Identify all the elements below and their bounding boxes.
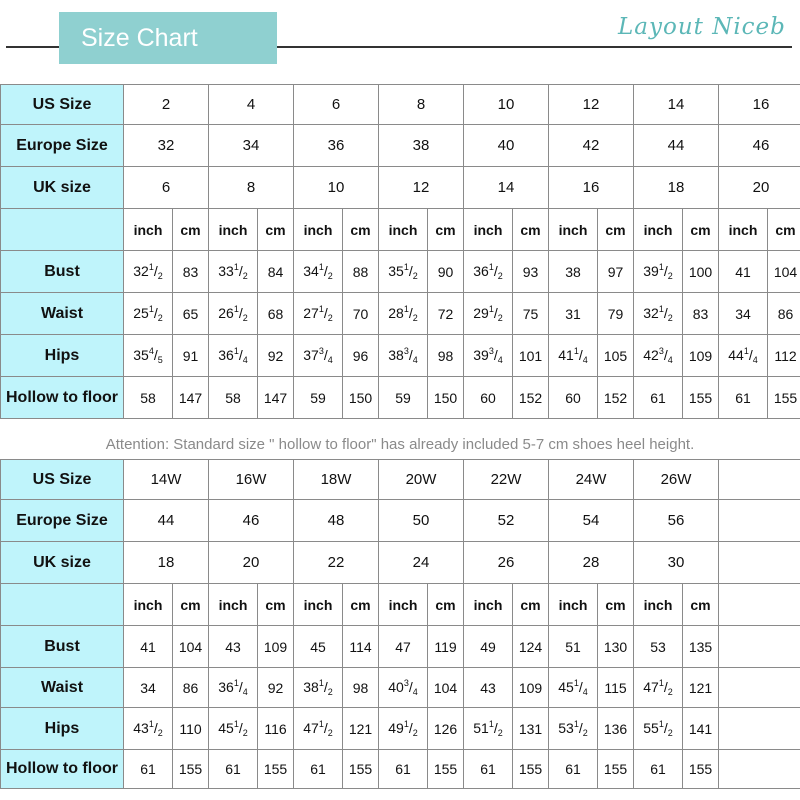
uk-size-value: 16 <box>549 167 634 209</box>
bust-inch-value: 41 <box>124 626 173 668</box>
uk-size-value: 6 <box>124 167 209 209</box>
uk-size-value: 30 <box>634 542 719 584</box>
hollow-to-floor-cm-value: 152 <box>513 377 549 419</box>
bust-inch-value: 51 <box>549 626 598 668</box>
hips-inch-value: $45^1/_2$ <box>209 708 258 750</box>
europe-size-row <box>1 125 800 167</box>
hips-cm-value: 136 <box>598 708 634 750</box>
hips-inch-value: $41^1/_4$ <box>549 335 598 377</box>
uk-size-value: 18 <box>124 542 209 584</box>
cm-header: cm <box>683 584 719 626</box>
cm-header: cm <box>343 584 379 626</box>
us-size-row <box>1 460 800 500</box>
bust-cm-value: 88 <box>343 251 379 293</box>
hips-inch-value: $36^1/_4$ <box>209 335 258 377</box>
europe-size-value: 36 <box>294 125 379 167</box>
waist-inch-value: 34 <box>719 293 768 335</box>
waist-inch-value: $28^1/_2$ <box>379 293 428 335</box>
empty-cell <box>719 542 800 584</box>
hips-cm-value: 98 <box>428 335 464 377</box>
us-size-value: 14W <box>124 460 209 500</box>
us-size-label: US Size <box>1 460 124 500</box>
cm-header: cm <box>513 209 549 251</box>
waist-cm-value: 75 <box>513 293 549 335</box>
hips-inch-value: $51^1/_2$ <box>464 708 513 750</box>
bust-inch-value: $33^1/_2$ <box>209 251 258 293</box>
bust-inch-value: 45 <box>294 626 343 668</box>
bust-cm-value: 109 <box>258 626 294 668</box>
hips-label: Hips <box>1 708 124 750</box>
bust-cm-value: 114 <box>343 626 379 668</box>
hips-label: Hips <box>1 335 124 377</box>
inch-header: inch <box>294 584 343 626</box>
us-size-value: 16 <box>719 85 800 125</box>
bust-inch-value: 49 <box>464 626 513 668</box>
bust-cm-value: 124 <box>513 626 549 668</box>
brand-logo: Layout Niceb <box>618 14 786 40</box>
hollow-to-floor-inch-value: 61 <box>294 750 343 789</box>
bust-cm-value: 104 <box>173 626 209 668</box>
waist-inch-value: $27^1/_2$ <box>294 293 343 335</box>
waist-cm-value: 79 <box>598 293 634 335</box>
hips-inch-value: $55^1/_2$ <box>634 708 683 750</box>
uk-size-value: 8 <box>209 167 294 209</box>
bust-inch-value: 43 <box>209 626 258 668</box>
hollow-to-floor-cm-value: 147 <box>258 377 294 419</box>
hollow-to-floor-cm-value: 155 <box>258 750 294 789</box>
empty-cell <box>719 626 800 668</box>
hips-inch-value: $53^1/_2$ <box>549 708 598 750</box>
attention-note: Attention: Standard size " hollow to floor" has already included 5-7 cm shoes heel height. <box>105 436 695 453</box>
size-table-plus <box>0 459 800 789</box>
unit-row-label <box>1 584 124 626</box>
hips-cm-value: 126 <box>428 708 464 750</box>
europe-size-value: 54 <box>549 500 634 542</box>
bust-cm-value: 84 <box>258 251 294 293</box>
cm-header: cm <box>258 584 294 626</box>
us-size-value: 18W <box>294 460 379 500</box>
waist-cm-value: 98 <box>343 668 379 708</box>
bust-cm-value: 83 <box>173 251 209 293</box>
hollow-to-floor-inch-value: 59 <box>379 377 428 419</box>
bust-cm-value: 119 <box>428 626 464 668</box>
hollow-to-floor-label: Hollow to floor <box>1 377 124 419</box>
bust-cm-value: 93 <box>513 251 549 293</box>
cm-header: cm <box>428 584 464 626</box>
waist-inch-value: $38^1/_2$ <box>294 668 343 708</box>
unit-row <box>1 584 800 626</box>
us-size-value: 24W <box>549 460 634 500</box>
inch-header: inch <box>209 209 258 251</box>
europe-size-value: 56 <box>634 500 719 542</box>
hollow-to-floor-cm-value: 155 <box>768 377 800 419</box>
uk-size-value: 28 <box>549 542 634 584</box>
europe-size-label: Europe Size <box>1 500 124 542</box>
bust-inch-value: $36^1/_2$ <box>464 251 513 293</box>
hips-inch-value: $49^1/_2$ <box>379 708 428 750</box>
inch-header: inch <box>209 584 258 626</box>
hollow-to-floor-cm-value: 155 <box>513 750 549 789</box>
unit-row-label <box>1 209 124 251</box>
waist-inch-value: $45^1/_4$ <box>549 668 598 708</box>
hollow-to-floor-inch-value: 58 <box>124 377 173 419</box>
bust-cm-value: 104 <box>768 251 800 293</box>
hollow-to-floor-cm-value: 155 <box>173 750 209 789</box>
us-size-label: US Size <box>1 85 124 125</box>
waist-inch-value: 31 <box>549 293 598 335</box>
us-size-value: 20W <box>379 460 464 500</box>
hips-inch-value: $43^1/_2$ <box>124 708 173 750</box>
bust-row <box>1 626 800 668</box>
waist-cm-value: 104 <box>428 668 464 708</box>
hips-cm-value: 141 <box>683 708 719 750</box>
waist-cm-value: 72 <box>428 293 464 335</box>
bust-inch-value: $39^1/_2$ <box>634 251 683 293</box>
waist-cm-value: 121 <box>683 668 719 708</box>
us-size-value: 8 <box>379 85 464 125</box>
hollow-to-floor-inch-value: 61 <box>464 750 513 789</box>
empty-cell <box>719 460 800 500</box>
hollow-to-floor-cm-value: 150 <box>343 377 379 419</box>
waist-inch-value: 34 <box>124 668 173 708</box>
waist-cm-value: 68 <box>258 293 294 335</box>
hollow-to-floor-inch-value: 61 <box>634 750 683 789</box>
inch-header: inch <box>294 209 343 251</box>
waist-cm-value: 86 <box>768 293 800 335</box>
europe-size-value: 40 <box>464 125 549 167</box>
hollow-to-floor-cm-value: 150 <box>428 377 464 419</box>
uk-size-value: 20 <box>719 167 800 209</box>
hollow-to-floor-cm-value: 155 <box>683 750 719 789</box>
hips-cm-value: 112 <box>768 335 800 377</box>
us-size-value: 26W <box>634 460 719 500</box>
bust-cm-value: 97 <box>598 251 634 293</box>
uk-size-value: 22 <box>294 542 379 584</box>
uk-size-row <box>1 542 800 584</box>
hollow-to-floor-cm-value: 155 <box>683 377 719 419</box>
uk-size-value: 24 <box>379 542 464 584</box>
hips-inch-value: $47^1/_2$ <box>294 708 343 750</box>
bust-inch-value: $34^1/_2$ <box>294 251 343 293</box>
us-size-value: 10 <box>464 85 549 125</box>
hips-cm-value: 96 <box>343 335 379 377</box>
inch-header: inch <box>124 209 173 251</box>
inch-header: inch <box>464 584 513 626</box>
us-size-value: 22W <box>464 460 549 500</box>
cm-header: cm <box>683 209 719 251</box>
europe-size-value: 46 <box>719 125 800 167</box>
waist-inch-value: $36^1/_4$ <box>209 668 258 708</box>
cm-header: cm <box>343 209 379 251</box>
bust-label: Bust <box>1 626 124 668</box>
inch-header: inch <box>124 584 173 626</box>
hips-cm-value: 121 <box>343 708 379 750</box>
waist-cm-value: 70 <box>343 293 379 335</box>
hips-inch-value: $35^4/_5$ <box>124 335 173 377</box>
europe-size-value: 38 <box>379 125 464 167</box>
waist-cm-value: 115 <box>598 668 634 708</box>
hollow-to-floor-cm-value: 152 <box>598 377 634 419</box>
waist-label: Waist <box>1 668 124 708</box>
inch-header: inch <box>719 209 768 251</box>
uk-size-label: UK size <box>1 542 124 584</box>
bust-inch-value: $35^1/_2$ <box>379 251 428 293</box>
europe-size-value: 42 <box>549 125 634 167</box>
hollow-to-floor-inch-value: 58 <box>209 377 258 419</box>
inch-header: inch <box>549 584 598 626</box>
hollow-to-floor-cm-value: 155 <box>343 750 379 789</box>
us-size-row <box>1 85 800 125</box>
hips-cm-value: 109 <box>683 335 719 377</box>
hips-inch-value: $44^1/_4$ <box>719 335 768 377</box>
bust-inch-value: 41 <box>719 251 768 293</box>
hips-cm-value: 91 <box>173 335 209 377</box>
waist-row <box>1 293 800 335</box>
us-size-value: 14 <box>634 85 719 125</box>
hips-inch-value: $42^3/_4$ <box>634 335 683 377</box>
bust-inch-value: 38 <box>549 251 598 293</box>
europe-size-value: 48 <box>294 500 379 542</box>
europe-size-row <box>1 500 800 542</box>
us-size-value: 6 <box>294 85 379 125</box>
waist-cm-value: 109 <box>513 668 549 708</box>
cm-header: cm <box>258 209 294 251</box>
cm-header: cm <box>598 209 634 251</box>
europe-size-value: 44 <box>634 125 719 167</box>
hips-row <box>1 335 800 377</box>
bust-cm-value: 130 <box>598 626 634 668</box>
uk-size-value: 14 <box>464 167 549 209</box>
bust-inch-value: 47 <box>379 626 428 668</box>
hollow-to-floor-inch-value: 61 <box>719 377 768 419</box>
hips-cm-value: 131 <box>513 708 549 750</box>
empty-cell <box>719 500 800 542</box>
empty-cell <box>719 750 800 789</box>
cm-header: cm <box>173 584 209 626</box>
page-title-text: Size Chart <box>81 23 198 52</box>
empty-cell <box>719 668 800 708</box>
waist-inch-value: $40^3/_4$ <box>379 668 428 708</box>
waist-cm-value: 92 <box>258 668 294 708</box>
europe-size-value: 32 <box>124 125 209 167</box>
waist-inch-value: $26^1/_2$ <box>209 293 258 335</box>
bust-row <box>1 251 800 293</box>
uk-size-value: 10 <box>294 167 379 209</box>
inch-header: inch <box>464 209 513 251</box>
hollow-to-floor-cm-value: 147 <box>173 377 209 419</box>
hollow-to-floor-inch-value: 61 <box>379 750 428 789</box>
inch-header: inch <box>379 584 428 626</box>
us-size-value: 16W <box>209 460 294 500</box>
empty-cell <box>719 708 800 750</box>
hips-cm-value: 110 <box>173 708 209 750</box>
cm-header: cm <box>768 209 800 251</box>
page-title <box>59 12 277 64</box>
waist-row <box>1 668 800 708</box>
uk-size-value: 18 <box>634 167 719 209</box>
hips-row <box>1 708 800 750</box>
cm-header: cm <box>513 584 549 626</box>
us-size-value: 4 <box>209 85 294 125</box>
hollow-to-floor-inch-value: 61 <box>549 750 598 789</box>
waist-inch-value: $29^1/_2$ <box>464 293 513 335</box>
us-size-value: 12 <box>549 85 634 125</box>
hollow-to-floor-inch-value: 61 <box>124 750 173 789</box>
bust-cm-value: 90 <box>428 251 464 293</box>
waist-inch-value: $25^1/_2$ <box>124 293 173 335</box>
hollow-to-floor-row <box>1 750 800 789</box>
uk-size-row <box>1 167 800 209</box>
hips-cm-value: 116 <box>258 708 294 750</box>
hollow-to-floor-inch-value: 61 <box>634 377 683 419</box>
europe-size-value: 50 <box>379 500 464 542</box>
uk-size-value: 26 <box>464 542 549 584</box>
bust-label: Bust <box>1 251 124 293</box>
hollow-to-floor-inch-value: 61 <box>209 750 258 789</box>
us-size-value: 2 <box>124 85 209 125</box>
bust-inch-value: 53 <box>634 626 683 668</box>
hollow-to-floor-inch-value: 59 <box>294 377 343 419</box>
bust-cm-value: 100 <box>683 251 719 293</box>
europe-size-value: 44 <box>124 500 209 542</box>
hips-inch-value: $38^3/_4$ <box>379 335 428 377</box>
inch-header: inch <box>634 584 683 626</box>
bust-cm-value: 135 <box>683 626 719 668</box>
europe-size-value: 46 <box>209 500 294 542</box>
inch-header: inch <box>549 209 598 251</box>
waist-cm-value: 86 <box>173 668 209 708</box>
hollow-to-floor-inch-value: 60 <box>464 377 513 419</box>
hollow-to-floor-cm-value: 155 <box>428 750 464 789</box>
waist-inch-value: $32^1/_2$ <box>634 293 683 335</box>
cm-header: cm <box>428 209 464 251</box>
waist-inch-value: $47^1/_2$ <box>634 668 683 708</box>
inch-header: inch <box>379 209 428 251</box>
waist-inch-value: 43 <box>464 668 513 708</box>
hollow-to-floor-cm-value: 155 <box>598 750 634 789</box>
waist-label: Waist <box>1 293 124 335</box>
hollow-to-floor-row <box>1 377 800 419</box>
europe-size-label: Europe Size <box>1 125 124 167</box>
inch-header: inch <box>634 209 683 251</box>
uk-size-value: 20 <box>209 542 294 584</box>
hips-cm-value: 92 <box>258 335 294 377</box>
size-table-standard <box>0 84 800 419</box>
uk-size-value: 12 <box>379 167 464 209</box>
empty-cell <box>719 584 800 626</box>
uk-size-label: UK size <box>1 167 124 209</box>
hips-cm-value: 105 <box>598 335 634 377</box>
unit-row <box>1 209 800 251</box>
hips-cm-value: 101 <box>513 335 549 377</box>
europe-size-value: 52 <box>464 500 549 542</box>
cm-header: cm <box>173 209 209 251</box>
hollow-to-floor-inch-value: 60 <box>549 377 598 419</box>
europe-size-value: 34 <box>209 125 294 167</box>
bust-inch-value: $32^1/_2$ <box>124 251 173 293</box>
waist-cm-value: 83 <box>683 293 719 335</box>
waist-cm-value: 65 <box>173 293 209 335</box>
hollow-to-floor-label: Hollow to floor <box>1 750 124 789</box>
cm-header: cm <box>598 584 634 626</box>
hips-inch-value: $37^3/_4$ <box>294 335 343 377</box>
hips-inch-value: $39^3/_4$ <box>464 335 513 377</box>
